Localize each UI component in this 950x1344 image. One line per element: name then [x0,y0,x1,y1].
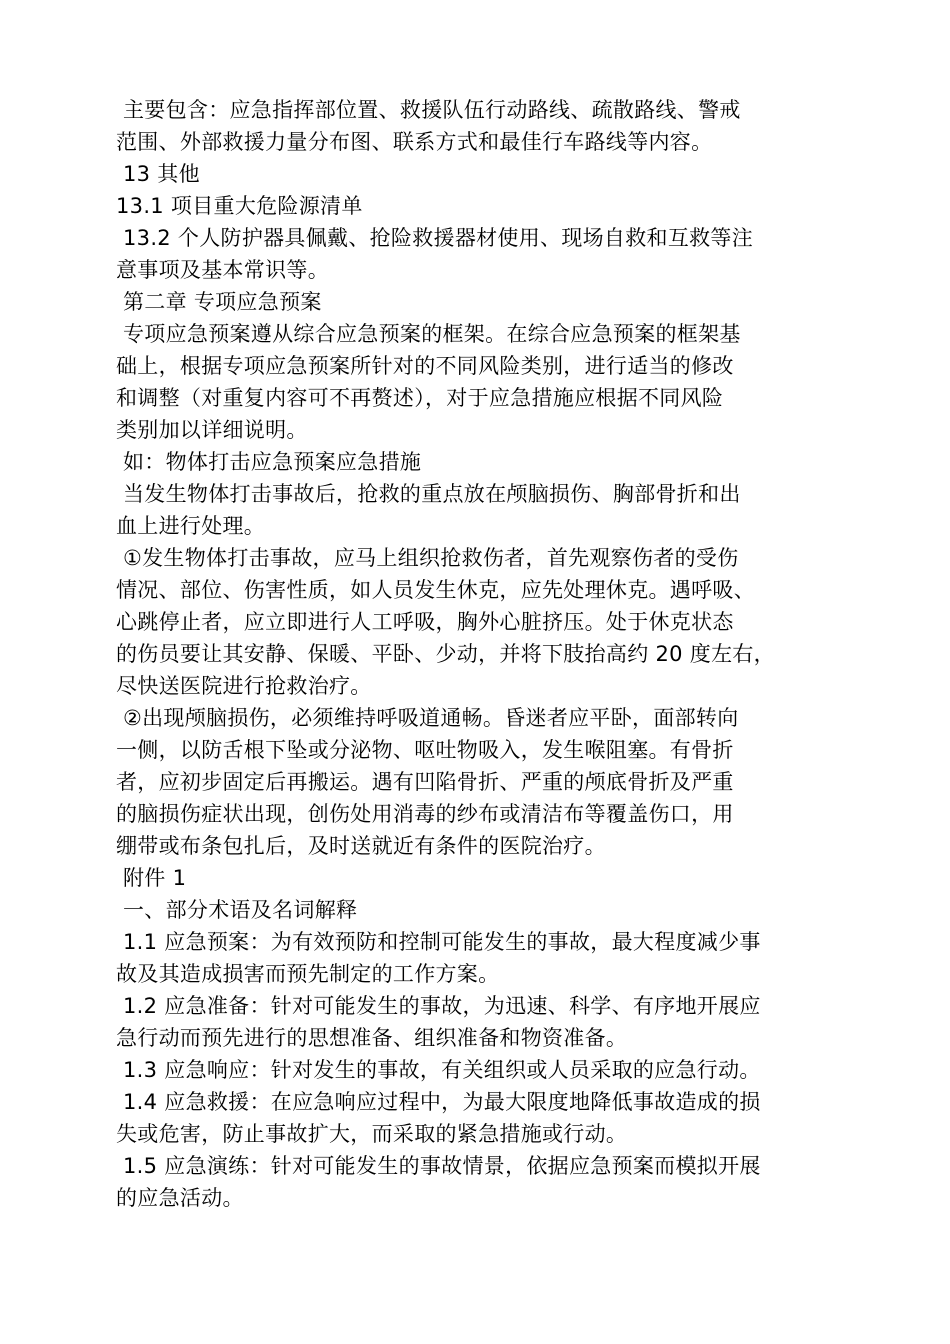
text-line: 1.5 应急演练：针对可能发生的事故情景，依据应急预案而模拟开展 [123,1154,761,1178]
text-line: ②出现颅脑损伤，必须维持呼吸道通畅。昏迷者应平卧，面部转向 [123,706,739,730]
text-line: 主要包含：应急指挥部位置、救援队伍行动路线、疏散路线、警戒 [123,98,741,122]
text-line: 类别加以详细说明。 [116,418,308,442]
text-line: 13 其他 [123,162,200,186]
text-line: 意事项及基本常识等。 [116,258,329,282]
text-line: 1.4 应急救援：在应急响应过程中，为最大限度地降低事故造成的损 [123,1090,761,1114]
text-line: 心跳停止者，应立即进行人工呼吸，胸外心脏挤压。处于休克状态 [116,610,734,634]
text-line: 故及其造成损害而预先制定的工作方案。 [116,962,500,986]
text-line: 1.1 应急预案：为有效预防和控制可能发生的事故，最大程度减少事 [123,930,761,954]
text-line: 1.3 应急响应：针对发生的事故，有关组织或人员采取的应急行动。 [123,1058,761,1082]
text-line: ①发生物体打击事故，应马上组织抢救伤者，首先观察伤者的受伤 [123,546,739,570]
text-line: 尽快送医院进行抢救治疗。 [116,674,372,698]
text-line: 如：物体打击应急预案应急措施 [123,450,422,474]
text-line: 13.2 个人防护器具佩戴、抢险救援器材使用、现场自救和互救等注 [123,226,754,250]
text-line: 者，应初步固定后再搬运。遇有凹陷骨折、严重的颅底骨折及严重 [116,770,734,794]
text-line: 当发生物体打击事故后，抢救的重点放在颅脑损伤、胸部骨折和出 [123,482,741,506]
text-line: 一、部分术语及名词解释 [123,898,358,922]
text-line: 附件 1 [123,866,187,890]
text-line: 的应急活动。 [116,1186,244,1210]
text-line: 血上进行处理。 [116,514,266,538]
text-line: 第二章 专项应急预案 [123,290,322,314]
text-line: 础上，根据专项应急预案所针对的不同风险类别，进行适当的修改 [116,354,734,378]
text-line: 失或危害，防止事故扩大，而采取的紧急措施或行动。 [116,1122,628,1146]
text-line: 和调整（对重复内容可不再赘述），对于应急措施应根据不同风险 [116,386,724,410]
text-line: 的伤员要让其安静、保暖、平卧、少动，并将下肢抬高约 20 度左右， [116,642,775,666]
text-line: 范围、外部救援力量分布图、联系方式和最佳行车路线等内容。 [116,130,713,154]
document-body [116,94,856,1214]
text-line: 13.1 项目重大危险源清单 [116,194,363,218]
text-line: 情况、部位、伤害性质，如人员发生休克，应先处理休克。遇呼吸、 [116,578,755,602]
text-line: 专项应急预案遵从综合应急预案的框架。在综合应急预案的框架基 [123,322,741,346]
text-line: 1.2 应急准备：针对可能发生的事故，为迅速、科学、有序地开展应 [123,994,761,1018]
text-line: 的脑损伤症状出现，创伤处用消毒的纱布或清洁布等覆盖伤口，用 [116,802,734,826]
text-line: 急行动而预先进行的思想准备、组织准备和物资准备。 [116,1026,628,1050]
text-line: 一侧，以防舌根下坠或分泌物、呕吐物吸入，发生喉阻塞。有骨折 [116,738,734,762]
text-line: 绷带或布条包扎后，及时送就近有条件的医院治疗。 [116,834,606,858]
